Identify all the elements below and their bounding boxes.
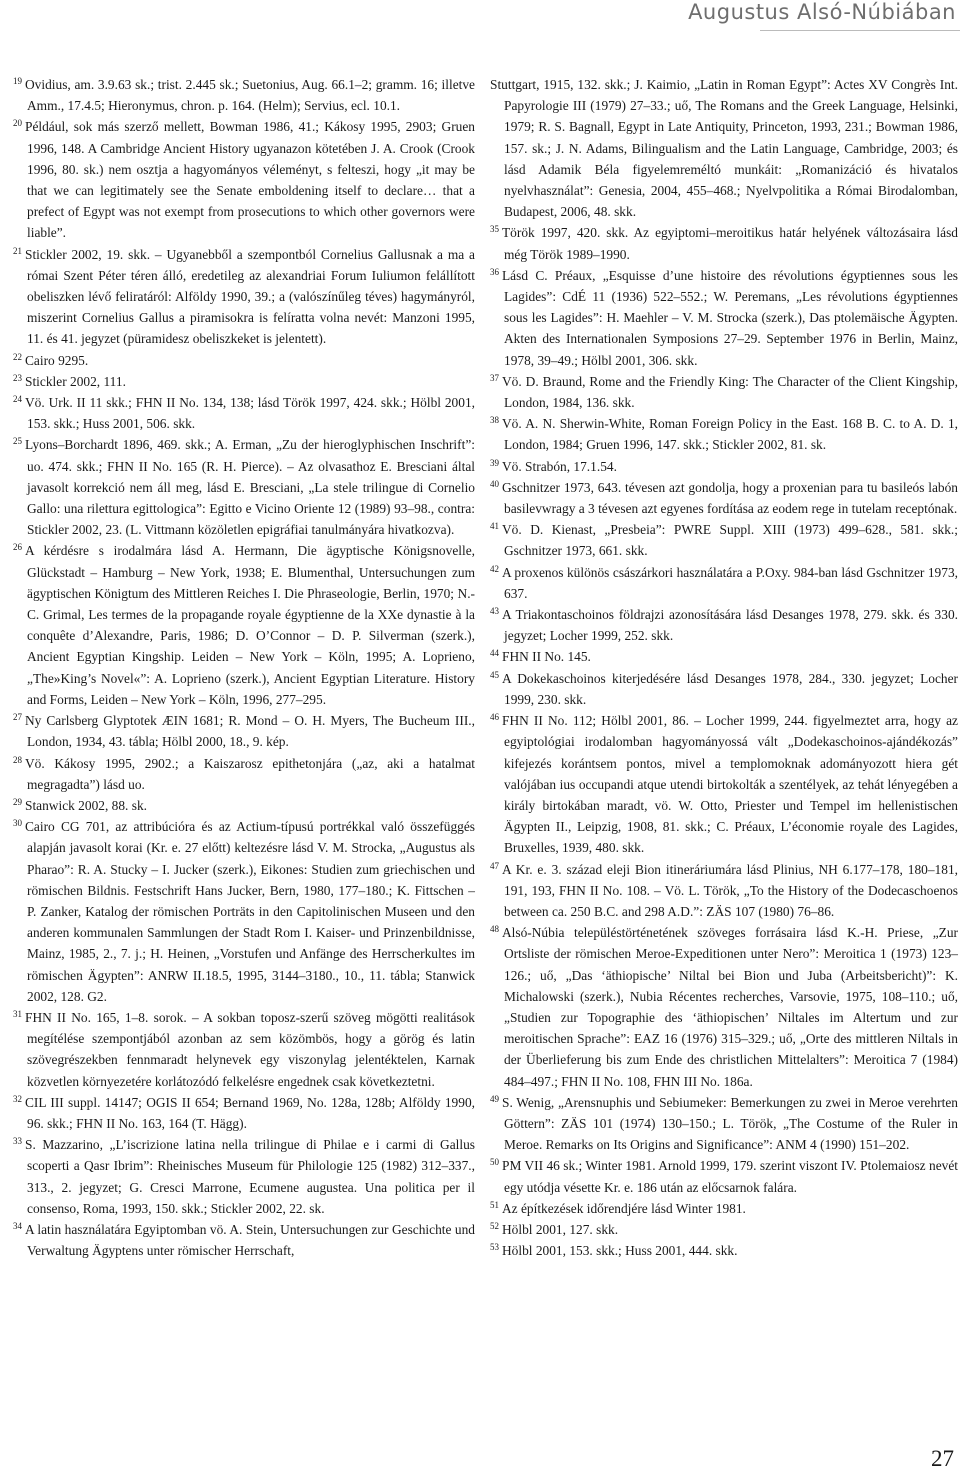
footnote [490,1092,958,1156]
footnote-number: 39 [490,457,499,468]
footnote-number: 26 [13,542,22,553]
footnote-number: 35 [490,224,499,235]
page-number: 27 [931,1446,954,1471]
footnote [13,1092,475,1134]
footnote-number: 19 [13,76,22,86]
footnote-number: 47 [490,860,499,871]
footnote-text: Stanwick 2002, 88. sk. [25,797,147,813]
footnote [490,710,958,858]
footnote-text: A kérdésre s irodalmára lásd A. Hermann, Die ägyptische Königsnovelle, Glückstadt – Hamburg – New York, 1938; E. Blumenthal, Untersuchungen zum ägyptischen Königtum des Mittleren Reiches I. Die Phraseologie, Berlin, 1970; N.-C. Grimal, Les termes de la propagande royale égyptienne de la XXe dynastie à la conquête d’Alexandre, Paris, 1986; D. O’Connor – D. P. Silverman (szerk.), Ancient Egyptian Kingship. Leiden – New York – Köln, 1995; A. Loprieno, „The»King’s Novel«”: A. Loprieno (szerk.), Ancient Egyptian Literature. History and Forms, Leiden – New York – Köln, 1996, 277–295. [25,543,475,707]
footnote [490,604,958,646]
footnote-text: A proxenos különös császárkori használatára a P.Oxy. 984-ban lásd Gschnitzer 1973, 637. [502,564,958,601]
footnote-number: 37 [490,372,499,383]
footnote-text: Gschnitzer 1973, 643. tévesen azt gondolja, hogy a proxenian para tu basileós labón basilevwragy a 3 tévesen azt egyenes fordítása az eodem rege in tutelam receptónak. [502,479,958,517]
footnote-number: 25 [13,436,22,447]
footnote [13,753,475,795]
footnote-text: CIL III suppl. 14147; OGIS II 654; Bernand 1969, No. 128a, 128b; Alföldy 1990, 96. skk.; FHN II No. 163, 164 (T. Hägg). [25,1094,475,1131]
footnote-text: Vö. Kákosy 1995, 2902.; a Kaiszarosz epithetonjára („az, aki a hatalmat megragadta”) lásd uo. [25,755,475,792]
footnote-number: 38 [490,415,499,426]
footnote-number: 40 [490,478,499,489]
footnote-number: 33 [13,1136,22,1147]
footnote-number: 36 [490,266,499,277]
footnote [490,413,958,455]
footnote-text: S. Mazzarino, „L’iscrizione latina nella trilingue di Philae e i carmi di Gallus scoperti a Qasr Ibrim”: Rheinisches Museum für Philologie 125 (1982) 312–337., 313., 2. jegyzet; G. Cresci Marrone, Ecumene augustea. Una politica per il consenso, Roma, 1993, 150. skk.; Stickler 2002, 22. sk. [25,1137,475,1216]
footnote-number: 34 [13,1220,22,1231]
footnote-number: 30 [13,818,22,829]
footnote-number: 52 [490,1220,499,1231]
footnote [13,244,475,350]
footnote-text: Lyons–Borchardt 1896, 469. skk.; A. Erman, „Zu der hieroglyphischen Inschrift”: uo. 474. skk.; FHN II No. 165 (R. H. Pierce). – Az olvasathoz E. Bresciani által javasolt korrekció nem áll meg, lásd E. Bresciani, „La stele trilingue di Cornelio Gallo: una rilettura egittologica”: Egitto e Vicino Oriente 12 (1989) 93–98., contra: Stickler 2002, 23. (L. Vittmann közöletlen epigráfiai tanulmányára hivatkozva). [25,437,475,538]
footnote-number: 32 [13,1093,22,1104]
footnote-number: 29 [13,796,22,807]
footnote-text: Stickler 2002, 111. [25,373,126,389]
footnote-number: 48 [490,924,499,935]
footnote-text: FHN II No. 145. [502,649,591,665]
footnote-text: Ny Carlsberg Glyptotek ÆIN 1681; R. Mond – O. H. Myers, The Bucheum III., London, 1934, 43. tábla; Hölbl 2000, 18., 9. kép. [25,713,475,750]
footnote-number: 53 [490,1242,499,1253]
footnote-text: Alsó-Núbia településtörténetének szöveges forrásaira lásd K.-H. Priese, „Zur Ortsliste der römischen Meroe-Expeditionen unter Nero”: Meroitica 1 (1973) 123–126.; uő, „Das ‘äthiopische’ Niltal bei Bion und Juba (Arbeitsbericht)”: K. Michalowski (szerk.), Nubia Récentes recherches, Varsovie, 1975, 108–110.; uő, „Studien zur Topographie des ‘äthiopischen’ Niltales im Altertum und zur meroitischen Sprache”: EAZ 16 (1976) 315–329.; uő, „Orte des mittleren Niltals in der Überlieferung bis zum Ende des christlichen Mittelalters”: Meroitica 7 (1984) 484–497.; FHN II No. 108, FHN III No. 186a. [502,925,958,1089]
footnote-text: Hölbl 2001, 127. skk. [502,1221,619,1237]
footnote [13,74,475,116]
footnote [490,222,958,264]
footnote [13,116,475,243]
running-head-title: Augustus Alsó-Núbiában [688,0,956,24]
footnote [490,668,958,710]
footnote-number: 21 [13,245,22,256]
footnote [13,710,475,752]
footnote-number: 41 [490,521,499,532]
footnote [490,456,958,477]
footnote-text: Hölbl 2001, 153. skk.; Huss 2001, 444. skk. [502,1243,738,1259]
footnote-number: 27 [13,712,22,723]
footnote-number: 43 [490,606,499,617]
footnote [13,1007,475,1092]
footnote-text: Az építkezések időrendjére lásd Winter 1981. [502,1200,746,1216]
footnote-number: 20 [13,118,22,129]
footnote-text: Vö. A. N. Sherwin-White, Roman Foreign Policy in the East. 168 B. C. to A. D. 1, London, 1984; Gruen 1996, 147. skk.; Stickler 2002, 81. sk. [502,416,958,453]
footnote-text: A Dokekaschoinos kiterjedésére lásd Desanges 1978, 284., 330. jegyzet; Locher 1999, 230. skk. [502,670,958,707]
footnote-text: Lásd C. Préaux, „Esquisse d’une histoire des révolutions égyptiennes sous les Lagides”: CdÉ 11 (1936) 522–552.; W. Peremans, „Les révolutions égyptiennes sous les Lagides”: H. Maehler – V. M. Strocka (szerk.), Das ptolemäische Ägypten. Akten des Internationalen Symposions 27–29. September 1976 in Berlin, Mainz, 1978, 39–49.; Hölbl 2001, 306. skk. [502,267,958,368]
footnote-text: PM VII 46 sk.; Winter 1981. Arnold 1999, 179. szerint viszont IV. Ptolemaiosz nevét egy utódja vésette Kr. e. 186 után az előcsarnok falára. [502,1158,958,1195]
footnote-number: 49 [490,1093,499,1104]
footnote-text: Vö. D. Kienast, „Presbeia”: PWRE Suppl. XIII (1973) 499–628., 581. skk.; Gschnitzer 1973, 661. skk. [502,522,958,559]
footnote [490,922,958,1092]
footnote-text: Stuttgart, 1915, 132. skk.; J. Kaimio, „Latin in Roman Egypt”: Actes XV Congrès Int. Papyrologie III (1979) 27–33.; uő, The Romans and the Greek Language, Helsinki, 1979; R. S. Bagnall, Egypt in Late Antiquity, Princeton, 1993, 231.; Bowman 1986, 157. sk.; J. N. Adams, Bilingualism and the Latin Language, Cambridge, 2003; és lásd Adamik Béla figyelemreméltó munkáit: „Romanizáció és hivatalos nyelvhasználat”: Genesia, 2004, 455–468.; Nyelvpolitika a Római Birodalomban, Budapest, 2006, 48. skk. [490,77,958,220]
footnote [13,795,475,816]
running-head [0,0,960,30]
footnote [13,540,475,710]
footnote-text: Stickler 2002, 19. skk. – Ugyanebből a szempontból Cornelius Gallusnak a ma a római Szent Péter téren álló, eredetileg az alexandriai Forum Iuliumon felállított obeliszken lévő feliratáról: Alföldy 1990, 39.; a (valószínűleg téves) hagymányról, miszerint Cornelius Gallus a piramisokra is felíratta volna nevét: Manzoni 1995, 11. és 41. jegyzet (püramidesz obeliszkeket is jelentett). [25,246,475,347]
footnote [490,646,958,667]
footnote-number: 44 [490,648,499,659]
footnote [490,74,958,222]
footnote-number: 23 [13,372,22,383]
footnote-number: 22 [13,351,22,362]
footnote [490,371,958,413]
footnotes-right-column [490,74,958,1261]
footnote [13,350,475,371]
footnote [490,859,958,923]
footnote-text: A latin használatára Egyiptomban vö. A. Stein, Untersuchungen zur Geschichte und Verwaltung Ägyptens unter römischer Herrschaft, [25,1221,475,1259]
footnote-number: 45 [490,669,499,680]
footnote [490,1155,958,1197]
footnote-text: Ovidius, am. 3.9.63 sk.; trist. 2.445 sk.; Suetonius, Aug. 66.1–2; gramm. 16; illetve Amm., 17.4.5; Hieronymus, chron. p. 164. (Helm); Servius, ecl. 10.1. [25,77,475,114]
footnote [490,1219,958,1240]
footnote [13,371,475,392]
footnote [490,265,958,371]
footnote [490,519,958,561]
footnote [13,392,475,434]
footnote [13,1134,475,1219]
footnote [490,562,958,604]
footnote-text: Vö. Urk. II 11 skk.; FHN II No. 134, 138; lásd Török 1997, 424. skk.; Hölbl 2001, 153. skk.; Huss 2001, 506. skk. [25,395,475,432]
footnote-text: A Triakontaschoinos földrajzi azonosítására lásd Desanges 1978, 279. skk. és 330. jegyzet; Locher 1999, 252. skk. [502,607,958,644]
footnote-text: Vö. Strabón, 17.1.54. [502,458,617,474]
footnote-text: Vö. D. Braund, Rome and the Friendly King: The Character of the Client Kingship, London, 1984, 136. skk. [502,373,958,411]
footnote-text: Török 1997, 420. skk. Az egyiptomi–meroitikus határ helyének változásaira lásd még Török 1989–1990. [502,225,958,262]
footnote-number: 46 [490,712,499,723]
footnote-number: 31 [13,1008,22,1019]
footnote-text: Cairo CG 701, az attribúcióra és az Actium-típusú portrékkal való összefüggés alapján javasolt korai (Kr. e. 27 előtt) keltezésre lásd V. M. Strocka, „Augustus als Pharao”: R. A. Stucky – I. Jucker (szerk.), Eikones: Studien zum griechischen und römischen Bildnis. Festschrift Hans Jucker, Bern, 1980, 177–180.; K. Fittschen – P. Zanker, Katalog der römischen Porträts in den Capitolinischen Museen und den anderen kommunalen Sammlungen der Stadt Rom I. Kaiser- und Prinzenbildnisse, Mainz, 1985, 2., 7. j.; H. Heinen, „Vorstufen und Anfänge des Herrscherkultes im römischen Ägypten”: ANRW II.18.5, 1995, 3144–3180., 10., 11. tábla; Stanwick 2002, 128. G2. [25,819,475,1004]
footnote [13,434,475,540]
footnote [490,1240,958,1261]
footnote [13,1219,475,1261]
footnote-number: 51 [490,1199,499,1210]
footnote-text: FHN II No. 165, 1–8. sorok. – A sokban toposz-szerű szöveg mögötti realitások megítélése szempontjából azonban az sem közömbös, hogy a görög és latin szövegrészekben fennmaradt helynevek egy viszonylag jelentéktelen, Karnak közvetlen környezetére korlátozódó felkelésre engednek csak következtetni. [25,1009,475,1089]
footnote-text: Cairo 9295. [25,352,89,368]
footnote-text: A Kr. e. 3. század eleji Bion itineráriumára lásd Plinius, NH 6.177–178, 180–181, 191, 193, FHN II No. 108. – Vö. L. Török, „To the History of the Dodecaschoenos between ca. 250 B.C. and 298 A.D.”: ZÄS 107 (1980) 76–86. [502,861,958,919]
footnotes-left-column [13,74,475,1261]
footnote [13,816,475,1007]
footnote [490,1198,958,1219]
footnote-text: S. Wenig, „Arensnuphis und Sebiumeker: Bemerkungen zu zwei in Meroe verehrten Göttern”: ZÄS 101 (1974) 130–150.; L. Török, „The Costume of the Ruler in Meroe. Remarks on Its Origins and Significance”: ANM 4 (1990) 151–202. [502,1094,958,1153]
running-head-rule [760,30,960,31]
footnote-number: 50 [490,1157,499,1168]
footnote-text: FHN II No. 112; Hölbl 2001, 86. – Locher 1999, 244. figyelmeztet arra, hogy az egyiptológiai irodalomban hagyományossá vált „Dodekaschoinos-ajándékozás” kifejezés korántsem pontos, mivel a templomoknak adományozott hiera gét valójában ius occupandi atque utendi birtokolták a szentélyek, az tehát lényegében a király birtokában maradt, vö. W. Otto, Priester und Tempel im hellenistischen Ägypten II., Leipzig, 1908, 81. skk.; C. Préaux, L’économie royale des Lagides, Bruxelles, 1939, 480. skk. [502,713,958,856]
footnote [490,477,958,519]
footnote-text: Például, sok más szerző mellett, Bowman 1986, 41.; Kákosy 1995, 2903; Gruen 1996, 148. A Cambridge Ancient History ugyanazon kötetében J. A. Crook (Crook 1996, 80. sk.) nem osztja a hagyományos véleményt, s felteszi, hogy „it may be that we can legitimately see the Senate emboldening itself to declare… that a prefect of Egypt was not exempt from prosecutions to which other governors were liable”. [25,119,475,241]
footnote-number: 28 [13,754,22,765]
footnote-number: 42 [490,563,499,574]
footnote-number: 24 [13,394,22,405]
